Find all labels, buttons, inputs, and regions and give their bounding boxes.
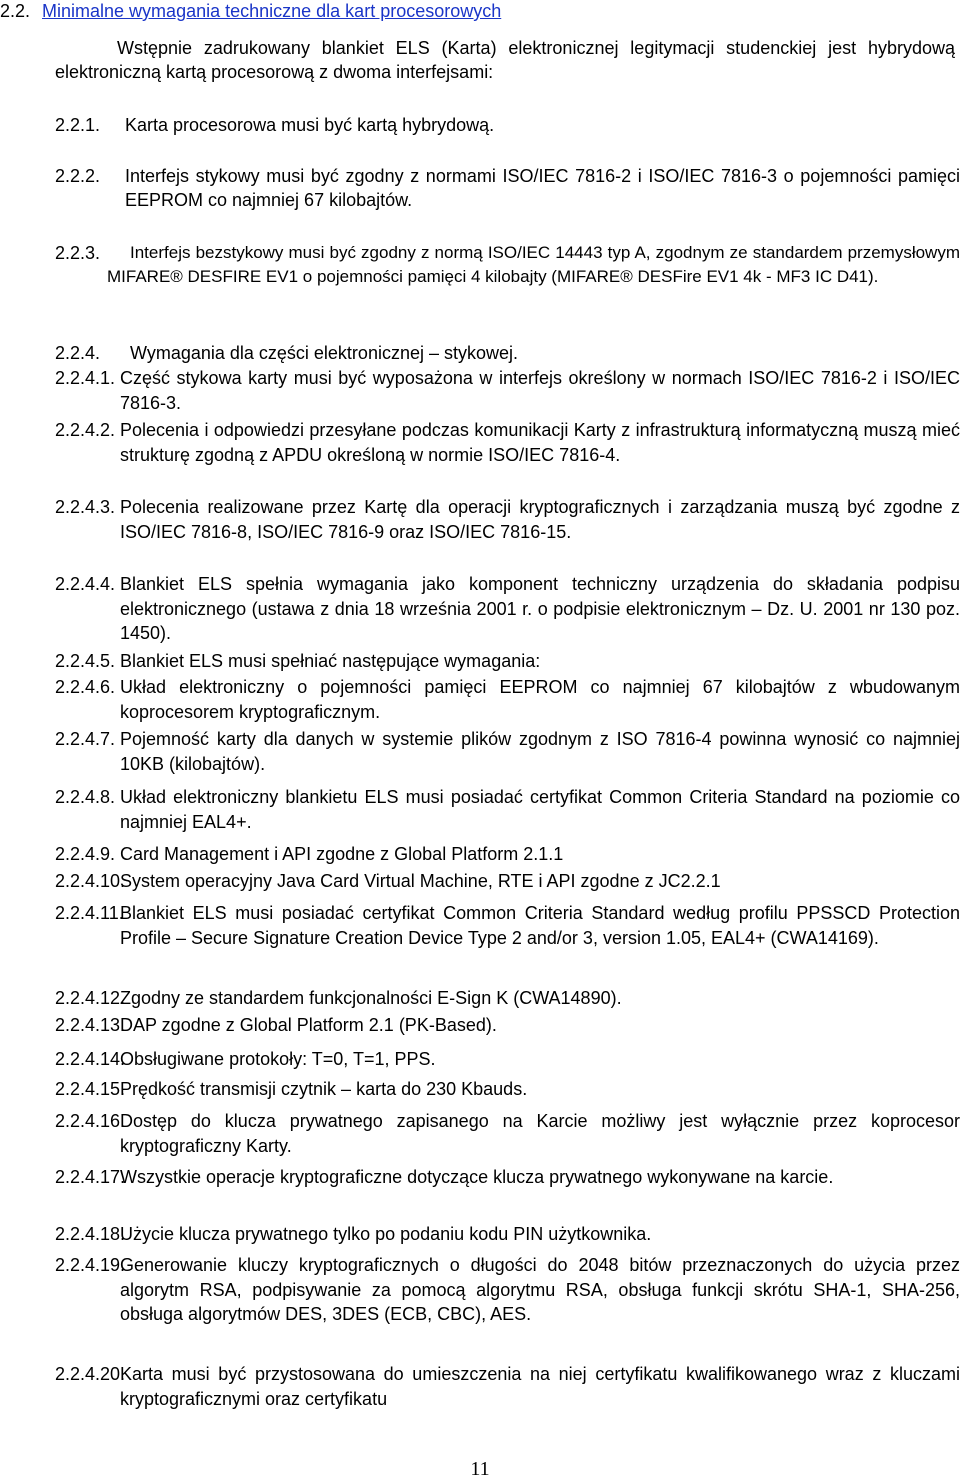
item-text: Polecenia realizowane przez Kartę dla operacji kryptograficznych i zarządzania muszą być zgodne z ISO/IEC 7816-8, ISO/IEC 7816-9 oraz ISO/IEC 7816-15. bbox=[120, 497, 960, 542]
item-text: Układ elektroniczny o pojemności pamięci EEPROM co najmniej 67 kilobajtów z wbudowanym koprocesorem kryptograficznym. bbox=[120, 677, 960, 722]
subsection-text: Karta procesorowa musi być kartą hybrydową. bbox=[125, 115, 495, 135]
intro-paragraph: Wstępnie zadrukowany blankiet ELS (Karta) elektronicznej legitymacji studenckiej jest hybrydową elektroniczną kartą procesorową z dwoma interfejsami: bbox=[55, 38, 955, 82]
subsection-2-2-3 bbox=[55, 241, 960, 289]
list-item bbox=[55, 418, 960, 467]
item-number: 2.2.4.20. bbox=[55, 1364, 126, 1384]
item-number: 2.2.4.8. bbox=[55, 787, 116, 807]
list-item bbox=[55, 901, 960, 950]
list-item bbox=[55, 1362, 960, 1411]
item-text: Dostęp do klucza prywatnego zapisanego na Karcie możliwy jest wyłącznie przez koprocesor kryptograficzny Karty. bbox=[120, 1111, 960, 1156]
item-number: 2.2.4.12. bbox=[55, 988, 126, 1008]
section-number: 2.2. bbox=[0, 1, 31, 21]
page-number: 11 bbox=[470, 1458, 490, 1480]
item-text: Blankiet ELS musi spełniać następujące wymagania: bbox=[120, 651, 541, 671]
item-text: Część stykowa karty musi być wyposażona w interfejs określony w normach ISO/IEC 7816-2 i ISO/IEC 7816-3. bbox=[120, 368, 960, 413]
item-text: Układ elektroniczny blankietu ELS musi posiadać certyfikat Common Criteria Standard na poziomie co najmniej EAL4+. bbox=[120, 787, 960, 832]
list-item bbox=[55, 1047, 960, 1072]
section-title-link[interactable]: Minimalne wymagania techniczne dla kart procesorowych bbox=[42, 1, 502, 21]
list-item bbox=[55, 869, 960, 894]
item-text: Generowanie kluczy kryptograficznych o długości do 2048 bitów przeznaczonych do użycia przez algorytm RSA, podpisywanie za pomocą algorytmu RSA, obsługa funkcji skrótu SHA-1, SHA-256, obsługa algorytmów DES, 3DES (ECB, CBC), AES. bbox=[120, 1255, 960, 1324]
item-text: Użycie klucza prywatnego tylko po podaniu kodu PIN użytkownika. bbox=[120, 1224, 652, 1244]
item-text: Card Management i API zgodne z Global Platform 2.1.1 bbox=[120, 844, 564, 864]
subsection-text: Wymagania dla części elektronicznej – stykowej. bbox=[130, 343, 519, 363]
subsection-text: Interfejs bezstykowy musi być zgodny z normą ISO/IEC 14443 typ A, zgodnym ze standardem przemysłowym MIFARE® DESFIRE EV1 o pojemności pamięci 4 kilobajty (MIFARE® DESFire EV1 4k - MF3 IC D41). bbox=[107, 243, 960, 286]
item-number: 2.2.4.17. bbox=[55, 1167, 126, 1187]
item-text: Karta musi być przystosowana do umieszczenia na niej certyfikatu kwalifikowanego wraz z kluczami kryptograficznymi oraz certyfikatu bbox=[120, 1364, 960, 1409]
item-number: 2.2.4.2. bbox=[55, 420, 116, 440]
list-item bbox=[55, 366, 960, 415]
subsection-number: 2.2.4. bbox=[55, 343, 101, 363]
item-number: 2.2.4.15. bbox=[55, 1079, 126, 1099]
item-number: 2.2.4.18. bbox=[55, 1224, 126, 1244]
item-text: System operacyjny Java Card Virtual Machine, RTE i API zgodne z JC2.2.1 bbox=[120, 871, 721, 891]
item-number: 2.2.4.6. bbox=[55, 677, 116, 697]
list-item bbox=[55, 1165, 960, 1190]
list-item bbox=[55, 1013, 960, 1038]
subsection-number: 2.2.2. bbox=[55, 166, 101, 186]
subsection-2-2-2 bbox=[55, 164, 960, 212]
item-text: Polecenia i odpowiedzi przesyłane podczas komunikacji Karty z infrastrukturą informatyczną muszą mieć strukturę zgodną z APDU określoną w normie ISO/IEC 7816-4. bbox=[120, 420, 960, 465]
item-number: 2.2.4.14. bbox=[55, 1049, 126, 1069]
item-number: 2.2.4.13. bbox=[55, 1015, 126, 1035]
list-item bbox=[55, 727, 960, 776]
item-number: 2.2.4.1. bbox=[55, 368, 116, 388]
list-item bbox=[55, 675, 960, 724]
item-number: 2.2.4.9. bbox=[55, 844, 116, 864]
item-number: 2.2.4.19. bbox=[55, 1255, 126, 1275]
item-number: 2.2.4.7. bbox=[55, 729, 116, 749]
list-item bbox=[55, 495, 960, 544]
list-item bbox=[55, 572, 960, 646]
section-heading bbox=[0, 0, 501, 22]
list-item bbox=[55, 1109, 960, 1158]
item-number: 2.2.4.3. bbox=[55, 497, 116, 517]
item-text: Wszystkie operacje kryptograficzne dotyczące klucza prywatnego wykonywane na karcie. bbox=[120, 1167, 834, 1187]
item-number: 2.2.4.4. bbox=[55, 574, 116, 594]
item-text: Prędkość transmisji czytnik – karta do 230 Kbauds. bbox=[120, 1079, 528, 1099]
subsection-number: 2.2.3. bbox=[55, 243, 101, 263]
subsection-2-2-1 bbox=[55, 114, 494, 136]
item-number: 2.2.4.5. bbox=[55, 651, 116, 671]
item-text: Blankiet ELS musi posiadać certyfikat Common Criteria Standard według profilu PPSSCD Protection Profile – Secure Signature Creation Device Type 2 and/or 3, version 1.05, EAL4+ (CWA14169). bbox=[120, 903, 960, 948]
item-text: Blankiet ELS spełnia wymagania jako komponent techniczny urządzenia do składania podpisu elektronicznego (ustawa z dnia 18 września 2001 r. o podpisie elektronicznym – Dz. U. 2001 nr 130 poz. 1450). bbox=[120, 574, 960, 643]
list-item bbox=[55, 785, 960, 834]
list-item bbox=[55, 842, 960, 867]
list-item bbox=[55, 986, 960, 1011]
item-text: Pojemność karty dla danych w systemie plików zgodnym z ISO 7816-4 powinna wynosić co najmniej 10KB (kilobajtów). bbox=[120, 729, 960, 774]
subsection-number: 2.2.1. bbox=[55, 115, 101, 135]
list-item bbox=[55, 649, 960, 674]
item-text: Zgodny ze standardem funkcjonalności E-Sign K (CWA14890). bbox=[120, 988, 622, 1008]
item-text: Obsługiwane protokoły: T=0, T=1, PPS. bbox=[120, 1049, 436, 1069]
item-number: 2.2.4.16. bbox=[55, 1111, 126, 1131]
list-item bbox=[55, 1077, 960, 1102]
item-number: 2.2.4.10. bbox=[55, 871, 126, 891]
list-item bbox=[55, 1222, 960, 1247]
item-number: 2.2.4.11. bbox=[55, 903, 124, 923]
list-item bbox=[55, 1253, 960, 1327]
item-text: DAP zgodne z Global Platform 2.1 (PK-Based). bbox=[120, 1015, 497, 1035]
subsection-2-2-4 bbox=[55, 342, 518, 364]
subsection-text: Interfejs stykowy musi być zgodny z normami ISO/IEC 7816-2 i ISO/IEC 7816-3 o pojemności pamięci EEPROM co najmniej 67 kilobajtów. bbox=[125, 166, 960, 210]
